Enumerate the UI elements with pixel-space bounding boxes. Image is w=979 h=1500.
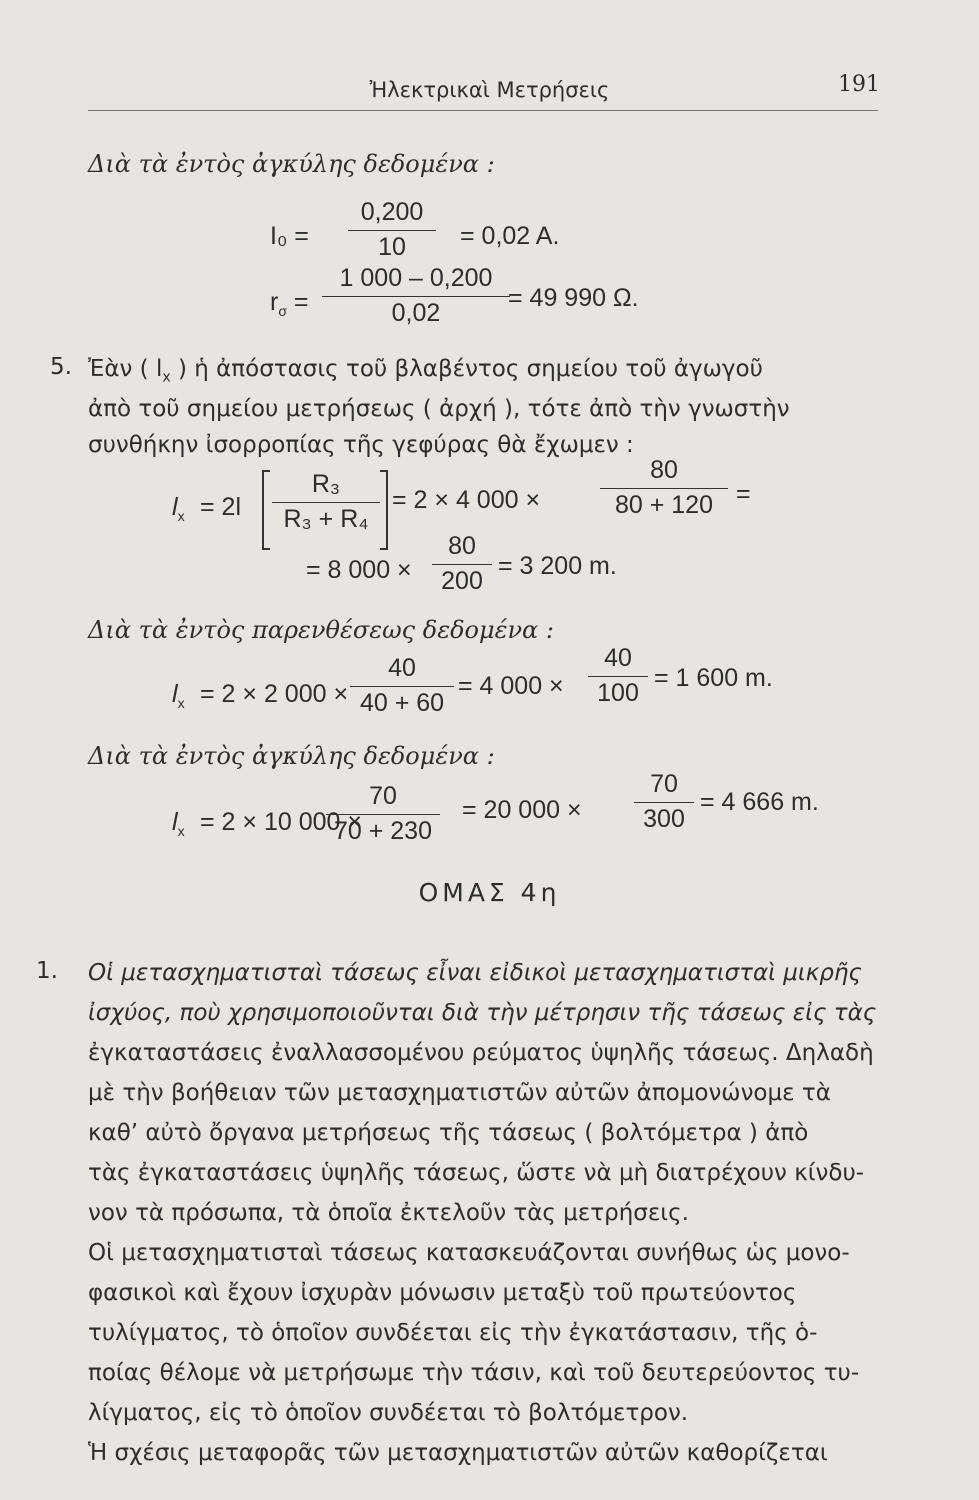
left-bracket [262,470,270,550]
eq2-rhs: = 49 990 Ω. [508,284,639,312]
bracket-fraction [272,470,380,534]
problem-1-line: Οἱ μετασχηματισταὶ τάσεως εἶναι εἰδικοὶ μετασχηματισταὶ μικρῆς [88,960,862,986]
header-rule [88,110,878,111]
formula-line2-lhs: = 8 000 × [306,556,412,584]
formula-2l: = 2l [200,493,242,521]
group-title: ΟΜΑΣ 4η [418,878,561,907]
section-c-frac2 [634,770,694,834]
eq2-numerator: 1 000 – 0,200 [339,264,493,292]
problem-5-line2: ἀπὸ τοῦ σημείου μετρήσεως ( ἀρχή ), τότε ἀπὸ τὴν γνωστὴν [88,396,790,422]
formula-mid: = 2 × 4 000 × [392,486,541,514]
problem-1-line: τὰς ἐγκαταστάσεις ὑψηλῆς τάσεως, ὥστε νὰ μὴ διατρέχουν κίνδυ- [88,1160,865,1186]
section-b-frac2-num: 40 [604,644,632,672]
formula-tail: = [736,480,751,508]
section-a-heading: Διὰ τὰ ἐντὸς ἀγκύλης δεδομένα : [88,150,495,178]
eq1-lhs: I₀ = [270,222,309,250]
eq2-lhs: $r_\sigma$ = [270,288,309,319]
problem-1-line: καθ’ αὐτὸ ὄργανα μετρήσεως τῆς τάσεως ( βολτόμετρα ) ἀπὸ [88,1120,809,1146]
eq1-numerator: 0,200 [360,198,424,226]
formula-frac2-num: 80 [448,532,476,560]
section-c-frac2-num: 70 [650,770,678,798]
eq1-denominator: 10 [348,230,436,262]
bracket-numerator: R₃ [311,470,341,498]
section-b-frac1 [350,654,454,718]
problem-1-line: ποίας θέλομε νὰ μετρήσωμε τὴν τάσιν, καὶ τοῦ δευτερεύοντος τυ- [88,1360,860,1386]
section-c-frac1-num: 70 [369,782,397,810]
eq2-denominator: 0,02 [322,296,510,328]
problem-5-line1: Ἐὰν ( $l_x$ ) ἡ ἀπόστασις τοῦ βλαβέντος σημείου τοῦ ἀγωγοῦ [88,356,763,386]
problem-1-line: ἐγκαταστάσεις ἐναλλασσομένου ρεύματος ὑψηλῆς τάσεως. Δηλαδὴ [88,1040,874,1066]
problem-5-number: 5. [50,354,72,380]
section-c-heading: Διὰ τὰ ἐντὸς ἀγκύλης δεδομένα : [88,742,495,770]
section-b-frac1-num: 40 [388,654,416,682]
section-b-frac2-den: 100 [588,676,648,708]
problem-1-line: Οἱ μετασχηματισταὶ τάσεως κατασκευάζονται συνήθως ὡς μονο- [88,1240,850,1266]
eq1-fraction [348,198,436,262]
eq1-rhs: = 0,02 A. [460,222,560,250]
formula-frac2 [432,532,492,596]
formula-frac1-den: 80 + 120 [600,488,728,520]
problem-1-line: ἰσχύος, ποὺ χρησιμοποιοῦνται διὰ τὴν μέτρησιν τῆς τάσεως εἰς τὰς [88,1000,877,1026]
section-b-eq: = 2 × 2 000 × [200,680,349,708]
section-c-eq: = 2 × 10 000 × [200,808,362,836]
page-number: 191 [838,72,880,97]
formula-line2-rhs: = 3 200 m. [498,552,617,580]
section-c-frac1 [326,782,440,846]
section-b-lhs: $l_x$ [172,680,185,711]
running-header-title: Ἠλεκτρικαὶ Μετρήσεις [369,78,610,102]
formula-lhs: $l_x$ [172,493,185,524]
section-b-heading: Διὰ τὰ ἐντὸς παρενθέσεως δεδομένα : [88,616,554,644]
section-c-frac2-den: 300 [634,802,694,834]
section-b-rhs: = 1 600 m. [654,664,773,692]
section-c-rhs: = 4 666 m. [700,788,819,816]
problem-1-line: τυλίγματος, τὸ ὁποῖον συνδέεται εἰς τὴν ἐγκατάστασιν, τῆς ὁ- [88,1320,818,1346]
section-c-lhs: $l_x$ [172,808,185,839]
problem-1-line: Ἡ σχέσις μεταφορᾶς τῶν μετασχηματιστῶν αὐτῶν καθορίζεται [88,1440,828,1466]
problem-1-line: νον τὰ πρόσωπα, τὰ ὁποῖα ἐκτελοῦν τὰς μετρήσεις. [88,1200,689,1226]
section-b-mid: = 4 000 × [458,672,564,700]
bracket-denominator: R₃ + R₄ [272,502,380,534]
eq2-fraction [322,264,510,328]
problem-1-line: φασικοὶ καὶ ἔχουν ἰσχυρὰν μόνωσιν μεταξὺ τοῦ πρωτεύοντος [88,1280,797,1306]
problem-5-line3: συνθήκην ἰσορροπίας τῆς γεφύρας θὰ ἔχωμεν : [88,432,634,458]
section-b-frac2 [588,644,648,708]
section-c-mid: = 20 000 × [462,796,582,824]
formula-frac2-den: 200 [432,564,492,596]
problem-1-line: μὲ τὴν βοήθειαν τῶν μετασχηματιστῶν αὐτῶν ἀπομονώνομε τὰ [88,1080,831,1106]
problem-1-line: λίγματος, εἰς τὸ ὁποῖον συνδέεται τὸ βολτόμετρον. [88,1400,689,1426]
formula-frac1 [600,456,728,520]
section-c-frac1-den: 70 + 230 [326,814,440,846]
problem-1-number: 1. [36,958,58,984]
section-b-frac1-den: 40 + 60 [350,686,454,718]
formula-frac1-num: 80 [650,456,678,484]
right-bracket [380,470,388,550]
